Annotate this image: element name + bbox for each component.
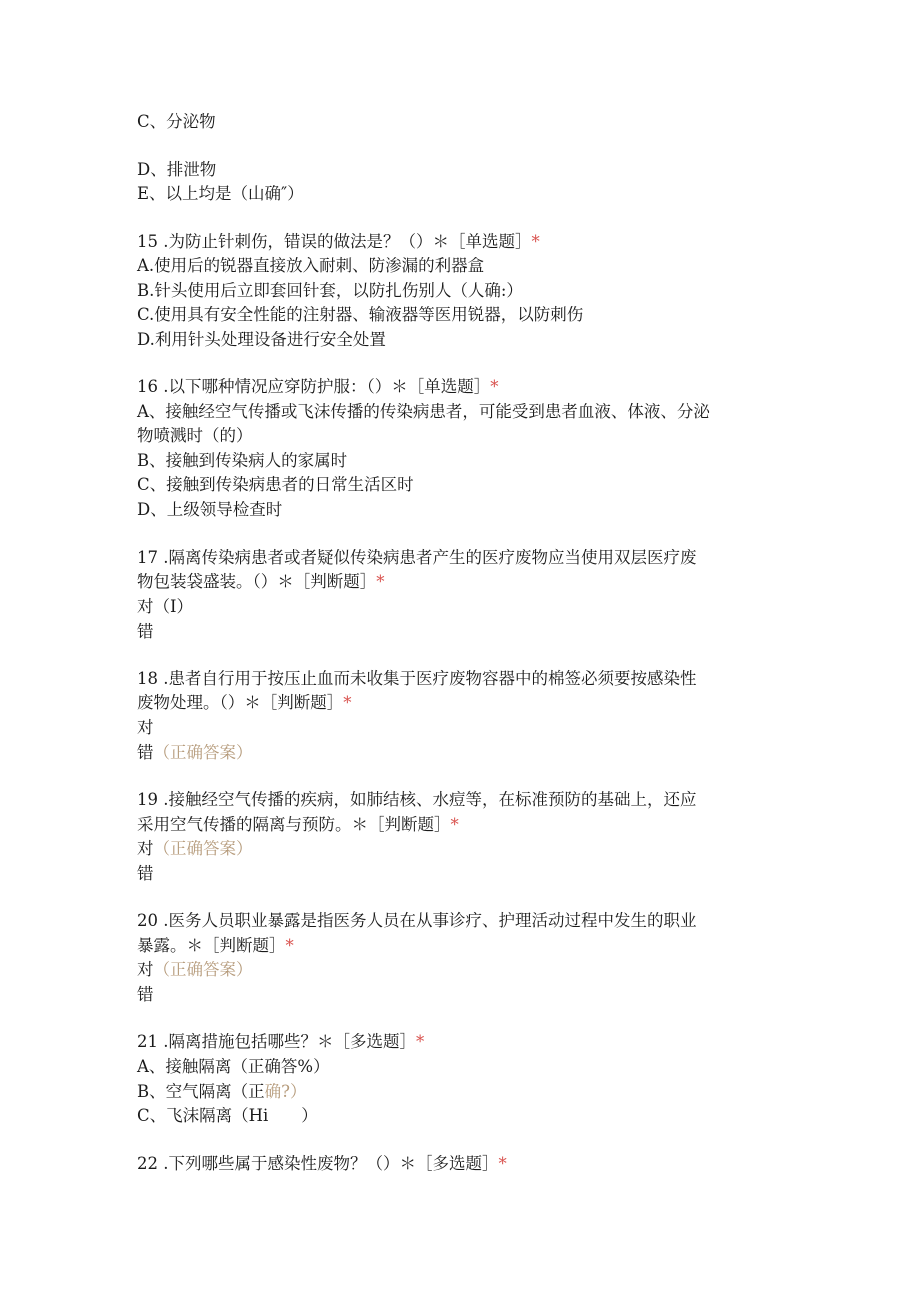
required-star: * bbox=[531, 232, 540, 251]
q15-option-c: C.使用具有安全性能的注射器、输液器等医用锐器，以防刺伤 bbox=[137, 305, 584, 324]
required-star: * bbox=[490, 377, 499, 396]
q20-title-line1: 20 .医务人员职业暴露是指医务人员在从事诊疗、护理活动过程中发生的职业 bbox=[137, 911, 697, 930]
q16-option-d: D、上级领导检查时 bbox=[137, 500, 283, 519]
q20-title-line2: 暴露。＊［判断题］* bbox=[137, 936, 294, 955]
required-star: * bbox=[498, 1154, 507, 1173]
correct-answer-label: （正确答案） bbox=[153, 839, 253, 858]
correct-answer-label: 确?） bbox=[264, 1082, 307, 1101]
q19-option-true: 对（正确答案） bbox=[137, 839, 253, 858]
q21-option-b: B、空气隔离（正确?） bbox=[137, 1082, 307, 1101]
required-star: * bbox=[416, 1032, 425, 1051]
q19-title-line2: 采用空气传播的隔离与预防。＊［判断题］* bbox=[137, 815, 459, 834]
correct-answer-label: （正确答案） bbox=[153, 743, 253, 762]
q16-option-c: C、接触到传染病患者的日常生活区时 bbox=[137, 475, 414, 494]
required-star: * bbox=[376, 572, 385, 591]
required-star: * bbox=[450, 815, 459, 834]
required-star: * bbox=[343, 693, 352, 712]
q16-option-a-line2: 物喷溅时（的） bbox=[137, 426, 253, 445]
q18-title-line2: 废物处理。（）＊［判断题］* bbox=[137, 693, 352, 712]
q18-option-false: 错（正确答案） bbox=[137, 743, 253, 762]
q15-option-a: A.使用后的锐器直接放入耐刺、防渗漏的利器盒 bbox=[137, 256, 485, 275]
q17-option-false: 错 bbox=[137, 622, 154, 641]
q22-title: 22 .下列哪些属于感染性废物？（）＊［多选题］* bbox=[137, 1154, 507, 1173]
required-star: * bbox=[285, 936, 294, 955]
q16-title: 16 .以下哪种情况应穿防护服：（）＊［单选题］* bbox=[137, 377, 499, 396]
q20-option-false: 错 bbox=[137, 985, 154, 1004]
q17-option-true: 对（I） bbox=[137, 597, 194, 616]
q16-option-b: B、接触到传染病人的家属时 bbox=[137, 451, 348, 470]
q15-title: 15 .为防止针刺伤，错误的做法是？（）＊［单选题］* bbox=[137, 232, 540, 251]
q17-title-line1: 17 .隔离传染病患者或者疑似传染病患者产生的医疗废物应当使用双层医疗废 bbox=[137, 548, 697, 567]
q19-option-false: 错 bbox=[137, 864, 154, 883]
q15-option-b: B.针头使用后立即套回针套，以防扎伤别人（人确:） bbox=[137, 281, 523, 300]
q15-option-d: D.利用针头处理设备进行安全处置 bbox=[137, 330, 386, 349]
q14-option-c: C、分泌物 bbox=[137, 112, 216, 131]
q14-option-e: E、以上均是（山确″） bbox=[137, 184, 304, 203]
q17-title-line2: 物包装袋盛装。（）＊［判断题］* bbox=[137, 572, 385, 591]
q20-option-true: 对（正确答案） bbox=[137, 960, 253, 979]
q21-option-c: C、飞沫隔离（Hi ） bbox=[137, 1106, 318, 1125]
q21-option-a: A、接触隔离（正确答%） bbox=[137, 1057, 330, 1076]
q14-option-d: D、排泄物 bbox=[137, 160, 217, 179]
q18-title-line1: 18 .患者自行用于按压止血而未收集于医疗废物容器中的棉签必须要按感染性 bbox=[137, 669, 697, 688]
q16-option-a-line1: A、接触经空气传播或飞沫传播的传染病患者，可能受到患者血液、体液、分泌 bbox=[137, 402, 710, 421]
q21-title: 21 .隔离措施包括哪些？＊［多选题］* bbox=[137, 1032, 425, 1051]
correct-answer-label: （正确答案） bbox=[153, 960, 253, 979]
q19-title-line1: 19 .接触经空气传播的疾病，如肺结核、水痘等，在标准预防的基础上，还应 bbox=[137, 790, 697, 809]
q18-option-true: 对 bbox=[137, 718, 154, 737]
